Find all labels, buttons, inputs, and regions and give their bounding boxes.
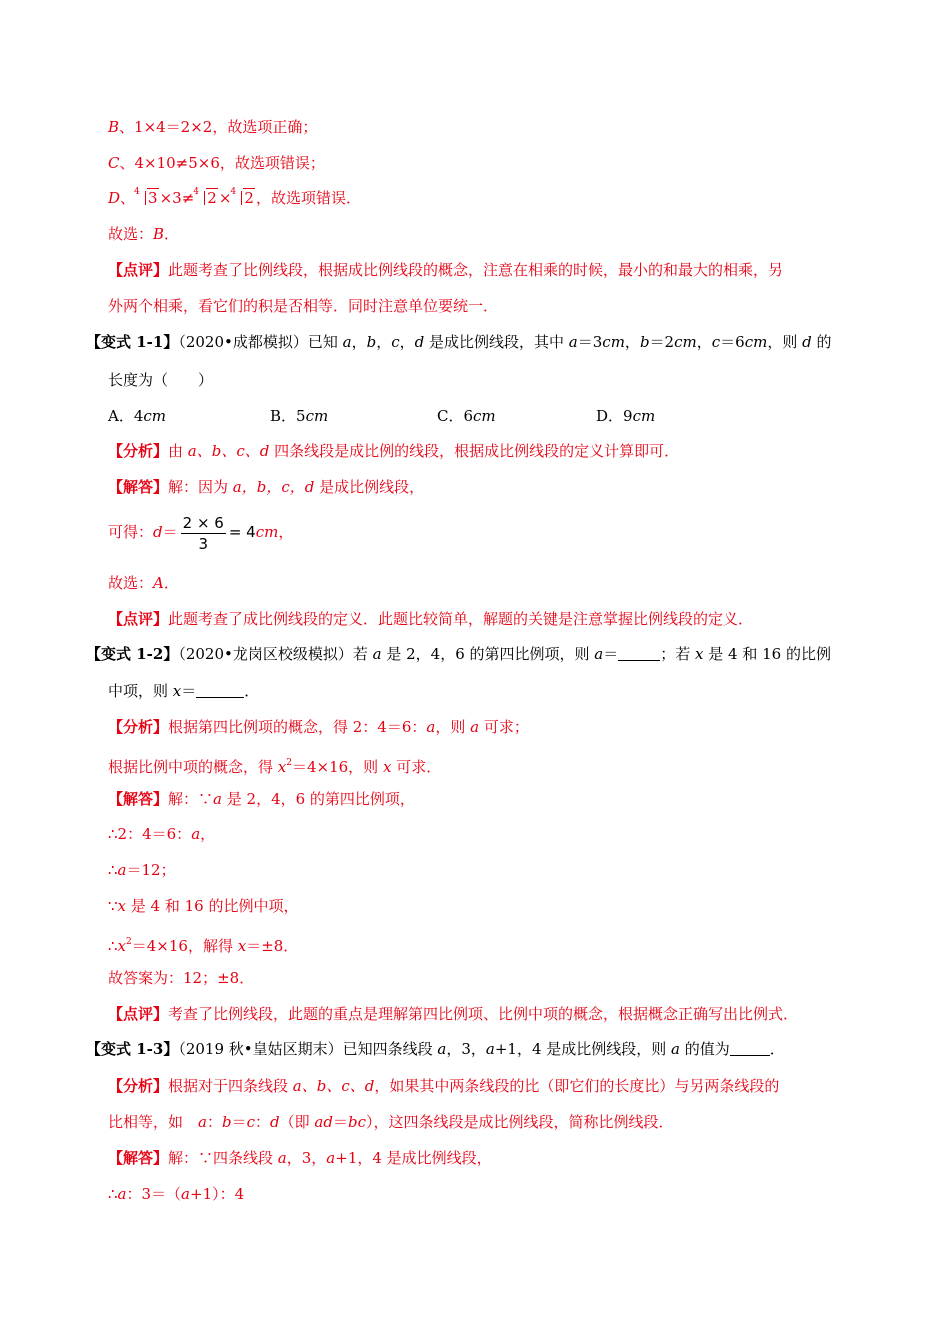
fraction: $\frac{2 \times 6}{3}$ xyxy=(182,513,224,553)
variant-1-1-answer: 【解答】解：因为 a，b，c，d 是成比例线段， xyxy=(108,478,425,496)
option-d: D．9cm xyxy=(596,407,656,425)
variant-1-2-review: 【点评】考查了比例线段，此题的重点是理解第四比例项、比例中项的概念，根据概念正确写出比例式． xyxy=(108,1005,799,1023)
option-c-line: C、4×10≠5×6，故选项错误； xyxy=(108,154,325,172)
variant-1-3-analysis: 【分析】根据对于四条线段 a、b、c、d，如果其中两条线段的比（即它们的长度比）与另两条线段的 xyxy=(108,1077,780,1095)
variant-1-2-question: 【变式 1-2】（2020•龙岗区校级模拟）若 a 是 2，4，6 的第四比例项，则 a＝ ；若 x 是 4 和 16 的比例 xyxy=(86,645,831,663)
solution-step: ∵x 是 4 和 16 的比例中项， xyxy=(108,897,299,915)
review-paragraph-cont: 外两个相乘，看它们的积是否相等．同时注意单位要统一． xyxy=(108,297,499,315)
radical-expression: 4 2 xyxy=(193,187,217,207)
choice-line: 故选：B． xyxy=(108,225,180,243)
variant-1-1-options xyxy=(108,406,668,426)
radical-expression: 4 3 xyxy=(134,187,158,207)
final-answer: 故答案为：12；±8． xyxy=(108,969,255,987)
variant-1-3-answer: 【解答】解：∵四条线段 a，3，a+1，4 是成比例线段， xyxy=(108,1149,492,1167)
variant-1-3-analysis-cont: 比相等，如 a：b＝c：d（即 ad＝bc），这四条线段是成比例线段，简称比例线段． xyxy=(108,1113,674,1131)
variant-1-1-review: 【点评】此题考查了成比例线段的定义．此题比较简单，解题的关键是注意掌握比例线段的定义． xyxy=(108,610,754,628)
answer-blank xyxy=(618,644,660,661)
solution-step: ∴2：4＝6：a， xyxy=(108,825,216,843)
option-d-line: D、 4 3 ×3≠ 4 2 × 4 2 ，故选项错误． xyxy=(108,187,361,207)
variant-1-2-question-cont: 中项，则 x＝ ． xyxy=(108,682,260,700)
variant-1-1-calculation: 可得：d＝ $\frac{2 \times 6}{3}$ = 4cm， xyxy=(108,513,294,553)
solution-step: ∴a：3＝（a+1）：4 xyxy=(108,1185,245,1203)
variant-1-2-answer: 【解答】解：∵a 是 2，4，6 的第四比例项， xyxy=(108,790,415,808)
variant-1-2-analysis: 【分析】根据第四比例项的概念，得 2：4＝6：a，则 a 可求； xyxy=(108,718,529,736)
answer-blank xyxy=(196,681,244,698)
variant-1-2-analysis-cont: 根据比例中项的概念，得 $x^2=4\times 16$，则 x 可求． xyxy=(108,758,442,776)
variant-1-1-analysis: 【分析】由 a、b、c、d 四条线段是成比例的线段，根据成比例线段的定义计算即可． xyxy=(108,442,680,460)
option-c: C．6cm xyxy=(437,407,496,425)
option-b: B．5cm xyxy=(270,407,329,425)
variant-1-1-question-cont: 长度为（ ） xyxy=(108,371,214,389)
option-a: A．4cm xyxy=(108,407,167,425)
variant-1-1-question: 【变式 1-1】（2020•成都模拟）已知 a，b，c，d 是成比例线段，其中 a＝3cm，b＝2cm，c＝6cm，则 d 的 xyxy=(86,333,832,351)
answer-blank xyxy=(730,1039,770,1056)
radical-expression: 4 2 xyxy=(230,187,254,207)
option-b-line: B、1×4＝2×2，故选项正确； xyxy=(108,118,318,136)
solution-step: $\therefore x^2=4\times 16$，解得 x＝±8． xyxy=(108,937,299,955)
variant-1-3-question: 【变式 1-3】（2019 秋•皇姑区期末）已知四条线段 a，3，a+1，4 是成比例线段，则 a 的值为 ． xyxy=(86,1040,785,1058)
variant-1-1-choice: 故选：A． xyxy=(108,574,179,592)
review-paragraph: 【点评】此题考查了比例线段，根据成比例线段的概念，注意在相乘的时候，最小的和最大的相乘，另 xyxy=(108,261,784,279)
solution-step: ∴a＝12； xyxy=(108,861,176,879)
